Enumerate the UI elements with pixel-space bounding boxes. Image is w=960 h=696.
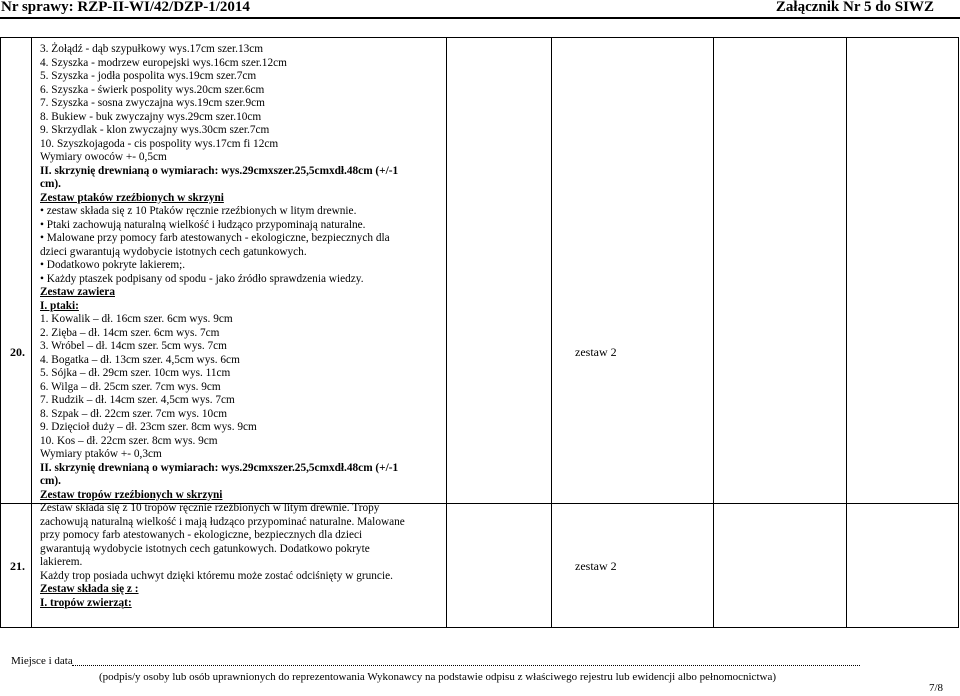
bullet-item: • zestaw składa się z 10 Ptaków ręcznie rzeźbionych w litym drewnie. bbox=[40, 205, 440, 219]
box-spec-cont: cm). bbox=[40, 475, 62, 487]
bullet-item: • Dodatkowo pokryte lakierem;. bbox=[40, 259, 440, 273]
bird-line: 5. Sójka – dł. 29cm szer. 10cm wys. 11cm bbox=[40, 367, 231, 379]
bird-line: Wymiary ptaków +- 0,3cm bbox=[40, 448, 162, 460]
fruit-line: 8. Bukiew - buk zwyczajny wys.29cm szer.10cm bbox=[40, 110, 262, 123]
page-header bbox=[0, 0, 960, 17]
bird-line: 7. Rudzik – dł. 14cm szer. 4,5cm wys. 7cm bbox=[40, 394, 235, 406]
track-line: przy pomocy farb atestowanych - ekologiczne, bezpiecznych dla dzieci bbox=[40, 529, 363, 541]
bird-line: 4. Bogatka – dł. 13cm szer. 4,5cm wys. 6cm bbox=[40, 353, 240, 366]
annex-label: Załącznik Nr 5 do SIWZ bbox=[775, 0, 934, 15]
track-line: zachowują naturalną wielkość i mają łudząco przypominać naturalne. Malowane bbox=[40, 515, 405, 528]
header-rule bbox=[0, 17, 960, 19]
contents-heading: Zestaw składa się z : bbox=[40, 583, 139, 595]
row-20-description bbox=[40, 43, 440, 610]
section-title: Zestaw ptaków rzeźbionych w skrzyni bbox=[40, 191, 224, 204]
row-quantity: zestaw 2 bbox=[575, 559, 617, 573]
tracks-heading: I. tropów zwierząt: bbox=[40, 596, 132, 609]
column-divider bbox=[713, 38, 714, 627]
section-title: Zestaw tropów rzeźbionych w skrzyni bbox=[40, 488, 223, 501]
fruit-line: 6. Szyszka - świerk pospolity wys.20cm szer.6cm bbox=[40, 83, 265, 96]
bullet-item: • Każdy ptaszek podpisany od spodu - jako źródło sprawdzenia wiedzy. bbox=[40, 273, 440, 287]
column-divider bbox=[551, 38, 552, 627]
fruit-line: 7. Szyszka - sosna zwyczajna wys.19cm szer.9cm bbox=[40, 97, 265, 109]
page-number: 7/8 bbox=[928, 682, 943, 694]
bird-line: 9. Dzięcioł duży – dł. 23cm szer. 8cm wys. 9cm bbox=[40, 421, 257, 433]
place-date-label: Miejsce i data bbox=[11, 655, 73, 667]
track-line: lakierem. bbox=[40, 556, 83, 568]
signature-line bbox=[72, 665, 860, 666]
bullet-item-cont: dzieci gwarantują wydobycie istotnych cech gatunkowych. bbox=[40, 245, 307, 258]
bullet-item: • Ptaki zachowują naturalną wielkość i łudząco przypominają naturalne. bbox=[40, 219, 440, 233]
column-divider bbox=[446, 38, 447, 627]
row-number: 21. bbox=[10, 559, 25, 573]
fruit-line: 5. Szyszka - jodła pospolita wys.19cm szer.7cm bbox=[40, 70, 257, 82]
birds-heading: I. ptaki: bbox=[40, 299, 79, 312]
fruit-line: 4. Szyszka - modrzew europejski wys.16cm szer.12cm bbox=[40, 56, 287, 69]
row-number: 20. bbox=[10, 345, 25, 359]
box-spec: II. skrzynię drewnianą o wymiarach: wys.29cmxszer.25,5cmxdł.48cm (+/-1 bbox=[40, 461, 399, 474]
column-divider bbox=[846, 38, 847, 627]
track-line: gwarantują wydobycie istotnych cech gatunkowych. Dodatkowo pokryte bbox=[40, 542, 370, 555]
specification-table bbox=[0, 37, 959, 628]
bird-line: 3. Wróbel – dł. 14cm szer. 5cm wys. 7cm bbox=[40, 340, 227, 352]
track-line: Każdy trop posiada uchwyt dzięki któremu może zostać odciśnięty w gruncie. bbox=[40, 569, 393, 582]
bird-line: 8. Szpak – dł. 22cm szer. 7cm wys. 10cm bbox=[40, 407, 227, 420]
fruit-line: 10. Szyszkojagoda - cis pospolity wys.17cm fi 12cm bbox=[40, 137, 279, 150]
fruit-line: 9. Skrzydlak - klon zwyczajny wys.30cm szer.7cm bbox=[40, 124, 270, 136]
bullet-item: • Malowane przy pomocy farb atestowanych - ekologiczne, bezpiecznych dla bbox=[40, 232, 440, 246]
signature-caption: (podpis/y osoby lub osób uprawnionych do reprezentowania Wykonawcy na podstawie odpisu z właściwego rejestru lub ewidencji albo pełnomocnictwa) bbox=[99, 671, 776, 683]
bird-line: 10. Kos – dł. 22cm szer. 8cm wys. 9cm bbox=[40, 434, 218, 447]
bird-line: 2. Zięba – dł. 14cm szer. 6cm wys. 7cm bbox=[40, 326, 220, 339]
fruit-line: 3. Żołądź - dąb szypułkowy wys.17cm szer.13cm bbox=[40, 43, 264, 55]
bird-line: 6. Wilga – dł. 25cm szer. 7cm wys. 9cm bbox=[40, 380, 221, 393]
bird-line: 1. Kowalik – dł. 16cm szer. 6cm wys. 9cm bbox=[40, 313, 233, 325]
box-spec: II. skrzynię drewnianą o wymiarach: wys.29cmxszer.25,5cmxdł.48cm (+/-1 bbox=[40, 164, 399, 177]
fruit-line: Wymiary owoców +- 0,5cm bbox=[40, 151, 167, 163]
box-spec-cont: cm). bbox=[40, 178, 62, 190]
column-divider bbox=[31, 38, 32, 627]
track-line: Zestaw składa się z 10 tropów ręcznie rzeźbionych w litym drewnie. Tropy bbox=[40, 502, 380, 514]
row-quantity: zestaw 2 bbox=[575, 345, 617, 359]
case-number: Nr sprawy: RZP-II-WI/42/DZP-1/2014 bbox=[1, 0, 250, 15]
contents-heading: Zestaw zawiera bbox=[40, 286, 115, 298]
